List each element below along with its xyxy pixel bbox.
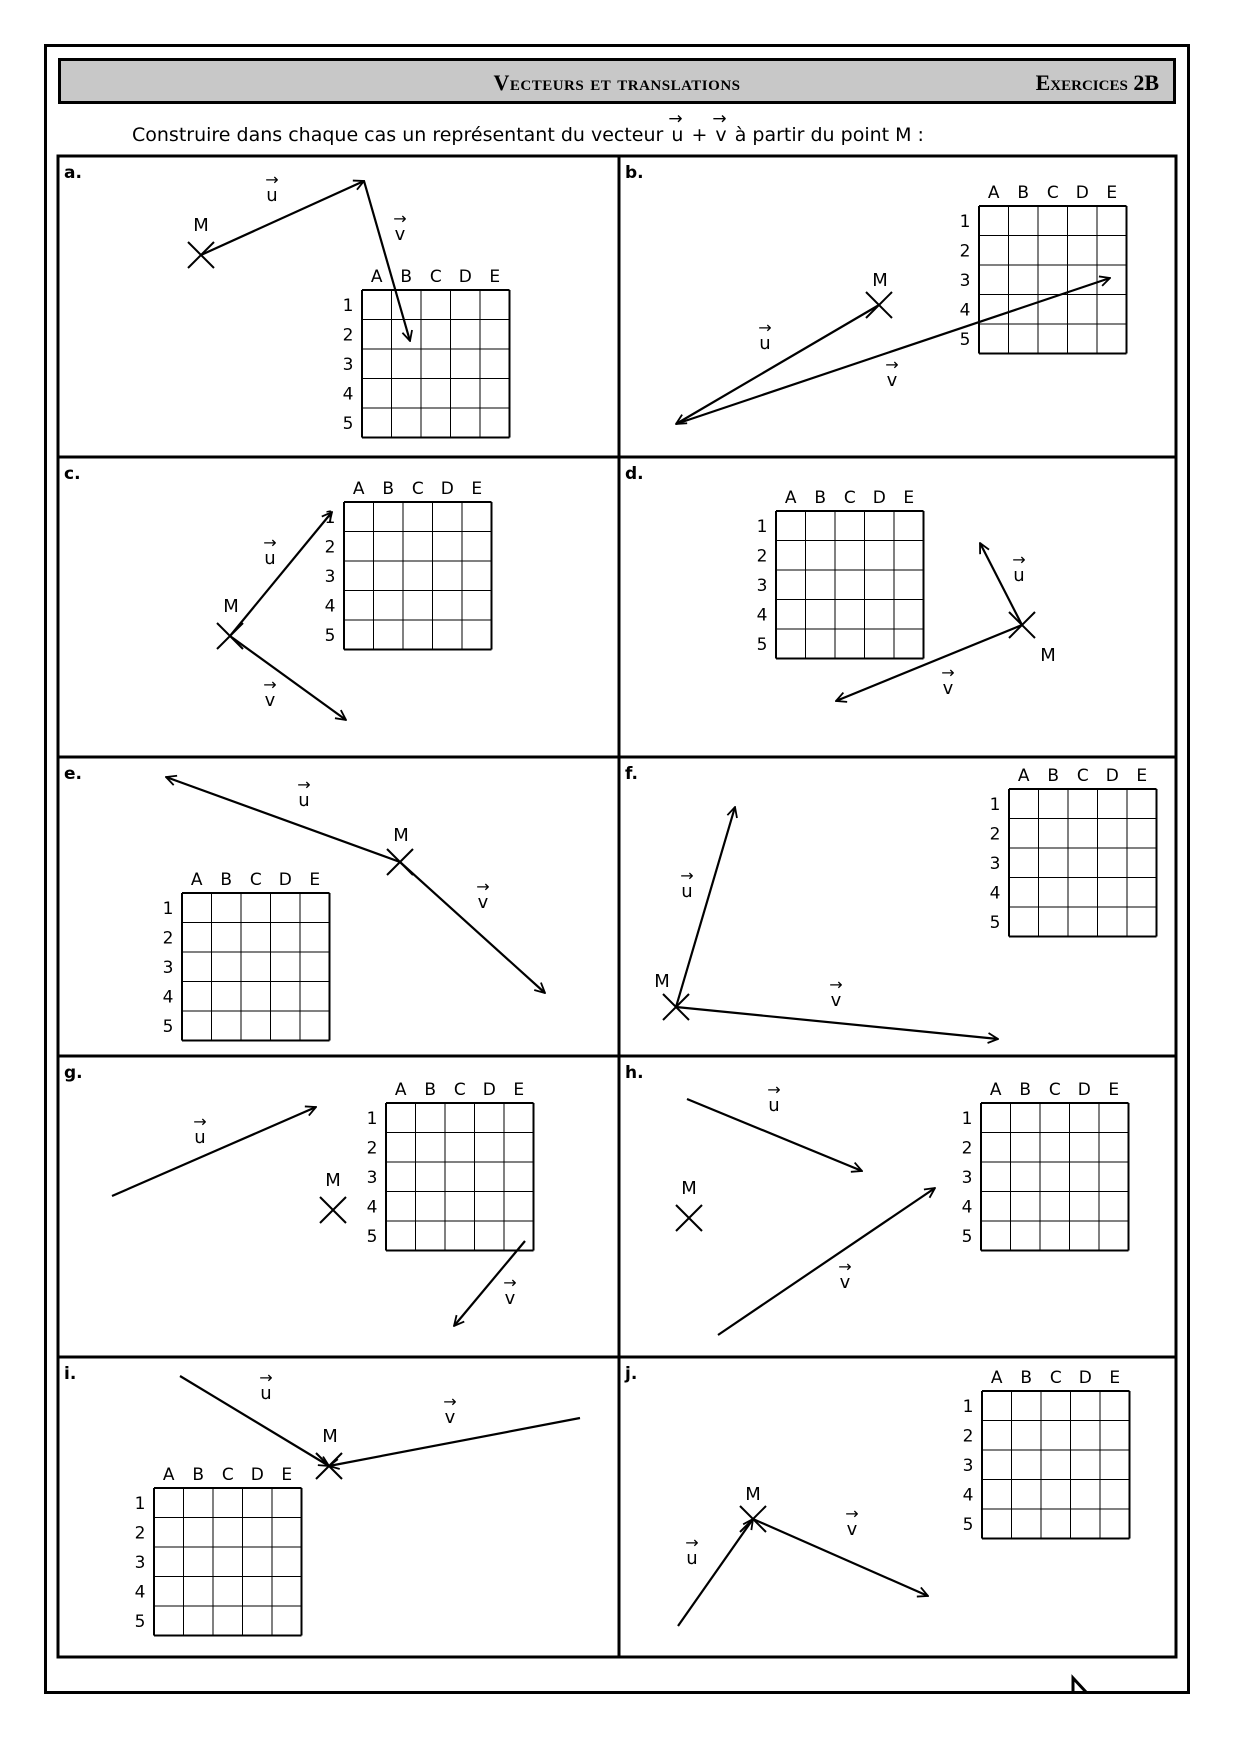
corner-notch — [1073, 1678, 1086, 1694]
grid-row-label: 5 — [959, 329, 971, 350]
grid-column-label: D — [872, 488, 886, 508]
vector-arrow-sign: → — [1012, 550, 1026, 569]
grid-column-label: A — [987, 183, 1000, 203]
grid-row-label: 3 — [756, 575, 768, 596]
vector-arrow-sign: → — [193, 1112, 207, 1131]
exercise-panel — [58, 757, 619, 1056]
grid-column-label: D — [1077, 1080, 1091, 1100]
vector-v-label: v — [394, 224, 406, 245]
grid-row-label: 5 — [962, 1514, 974, 1535]
vector-u-arrow — [201, 181, 364, 255]
exercise-label: b. — [625, 163, 644, 183]
grid-row-label: 2 — [959, 241, 971, 262]
grid-row-label: 4 — [134, 1582, 146, 1603]
grid-row-label: 4 — [989, 883, 1001, 904]
vector-v-arrow — [400, 862, 545, 993]
point-m-label: M — [322, 1426, 338, 1447]
grid-row-label: 4 — [324, 596, 336, 617]
grid-column-label: A — [394, 1080, 407, 1100]
vector-v-arrow — [836, 625, 1022, 701]
grid-column-label: D — [1078, 1368, 1092, 1388]
vector-arrow-sign: → — [476, 877, 490, 896]
grid-column-label: C — [1048, 1080, 1061, 1100]
vector-arrow-sign: → — [758, 318, 772, 337]
grid-column-label: C — [453, 1080, 466, 1100]
vector-arrow-sign: → — [297, 775, 311, 794]
grid-row-label: 3 — [989, 853, 1001, 874]
grid-row-label: 1 — [324, 507, 336, 528]
exercise-label: j. — [625, 1364, 638, 1384]
vector-u-arrow — [112, 1107, 316, 1196]
vector-u-arrow — [230, 512, 332, 636]
grid-row-label: 5 — [162, 1016, 174, 1037]
point-m-label: M — [872, 270, 888, 291]
grid-column-label: E — [281, 1465, 293, 1485]
exercise-reference: Exercices 2B — [1035, 70, 1159, 95]
vector-u-arrow — [180, 1376, 329, 1466]
grid-row-label: 1 — [366, 1108, 378, 1129]
grid-column-label: E — [471, 479, 483, 499]
point-m-label: M — [325, 1170, 341, 1191]
vector-u-label: u — [768, 1095, 780, 1116]
grid-row-label: 1 — [961, 1108, 973, 1129]
grid-row-label: 1 — [162, 898, 174, 919]
grid-row-label: 2 — [961, 1138, 973, 1159]
grid-column-label: B — [1020, 1368, 1033, 1388]
point-m-label: M — [1040, 645, 1056, 666]
vector-u-arrow — [676, 807, 735, 1007]
vector-v-label: v — [830, 990, 842, 1011]
vector-u-label: u — [194, 1127, 206, 1148]
vector-v-arrow — [230, 636, 346, 720]
grid-column-label: E — [1136, 766, 1148, 786]
vector-arrow-sign: → — [941, 663, 955, 682]
vector-v-label: v — [942, 678, 954, 699]
grid-row-label: 3 — [342, 354, 354, 375]
vector-v-arrow — [676, 1007, 998, 1039]
grid-row-label: 2 — [162, 928, 174, 949]
exercise-panel — [619, 457, 1176, 757]
instruction-vector-u: → u — [669, 124, 685, 146]
grid-column-label: E — [1108, 1080, 1120, 1100]
point-m-label: M — [745, 1484, 761, 1505]
grid-column-label: A — [352, 479, 365, 499]
grid-row-label: 1 — [962, 1396, 974, 1417]
grid-column-label: D — [1075, 183, 1089, 203]
point-m-label: M — [654, 971, 670, 992]
grid-column-label: D — [482, 1080, 496, 1100]
exercise-label: d. — [625, 464, 644, 484]
exercise-panel — [58, 457, 619, 757]
grid-column-label: B — [220, 870, 233, 890]
vector-u-label: u — [759, 333, 771, 354]
exercise-label: a. — [64, 163, 82, 183]
grid-column-label: B — [1017, 183, 1030, 203]
grid-row-label: 2 — [962, 1426, 974, 1447]
grid-row-label: 5 — [366, 1226, 378, 1247]
grid-row-label: 5 — [324, 625, 336, 646]
grid-column-label: E — [1106, 183, 1118, 203]
grid-row-label: 2 — [134, 1523, 146, 1544]
grid-column-label: E — [309, 870, 321, 890]
vector-u-arrow — [166, 777, 400, 862]
grid-column-label: A — [162, 1465, 175, 1485]
instruction-before: Construire dans chaque cas un représentant du vecteur — [132, 124, 670, 146]
grid-column-label: A — [1017, 766, 1030, 786]
vector-u-label: u — [266, 185, 278, 206]
vector-arrow-sign: → — [263, 675, 277, 694]
grid-row-label: 5 — [134, 1611, 146, 1632]
vector-v-label: v — [444, 1407, 456, 1428]
grid-row-label: 5 — [989, 912, 1001, 933]
grid-column-label: C — [1049, 1368, 1062, 1388]
vector-v-label: v — [839, 1272, 851, 1293]
grid-row-label: 3 — [366, 1167, 378, 1188]
vector-u-arrow — [676, 305, 879, 424]
vector-arrow-sign: → — [829, 975, 843, 994]
vector-v-arrow — [718, 1188, 935, 1335]
vector-u-label: u — [298, 790, 310, 811]
grid-row-label: 1 — [134, 1493, 146, 1514]
grid-column-label: B — [400, 267, 413, 287]
grid-row-label: 2 — [366, 1138, 378, 1159]
grid-row-label: 4 — [162, 987, 174, 1008]
vector-u-label: u — [260, 1383, 272, 1404]
grid-column-label: C — [429, 267, 442, 287]
grid-row-label: 4 — [962, 1485, 974, 1506]
grid-row-label: 3 — [962, 1455, 974, 1476]
exercise-panel — [619, 156, 1176, 457]
grid-row-label: 5 — [342, 413, 354, 434]
grid-column-label: E — [513, 1080, 525, 1100]
grid-column-label: E — [1109, 1368, 1121, 1388]
grid-row-label: 4 — [959, 300, 971, 321]
grid-column-label: D — [1105, 766, 1119, 786]
grid-row-label: 1 — [342, 295, 354, 316]
grid-column-label: C — [249, 870, 262, 890]
grid-row-label: 3 — [162, 957, 174, 978]
grid-row-label: 2 — [342, 325, 354, 346]
point-m-label: M — [193, 215, 209, 236]
vector-arrow-sign: → — [503, 1273, 517, 1292]
exercise-panel — [619, 1357, 1176, 1657]
vector-v-label: v — [886, 370, 898, 391]
grid-row-label: 1 — [756, 516, 768, 537]
grid-column-label: A — [784, 488, 797, 508]
grid-row-label: 3 — [324, 566, 336, 587]
exercise-label: h. — [625, 1063, 644, 1083]
vector-v-arrow — [676, 278, 1110, 424]
grid-column-label: A — [989, 1080, 1002, 1100]
instruction-vector-v: → v — [713, 124, 728, 146]
exercise-label: f. — [625, 764, 638, 784]
vector-v-arrow — [753, 1519, 928, 1596]
grid-column-label: C — [221, 1465, 234, 1485]
grid-column-label: B — [192, 1465, 205, 1485]
grid-column-label: A — [190, 870, 203, 890]
vector-u-label: u — [1013, 565, 1025, 586]
vector-arrow-sign: → — [845, 1504, 859, 1523]
vector-u-label: u — [264, 548, 276, 569]
grid-row-label: 1 — [989, 794, 1001, 815]
vector-v-arrow — [364, 181, 413, 341]
page-title: Vecteurs et translations — [493, 70, 741, 95]
grid-column-label: D — [250, 1465, 264, 1485]
vector-u-label: u — [681, 881, 693, 902]
vector-arrow-sign: → — [443, 1392, 457, 1411]
grid-column-label: C — [411, 479, 424, 499]
grid-column-label: D — [278, 870, 292, 890]
vector-arrow-sign: → — [265, 170, 279, 189]
exercise-panel — [58, 1056, 619, 1357]
vector-arrow-sign: → — [263, 533, 277, 552]
exercise-label: e. — [64, 764, 82, 784]
grid-row-label: 2 — [756, 546, 768, 567]
grid-column-label: B — [424, 1080, 437, 1100]
grid-row-label: 3 — [959, 270, 971, 291]
grid-column-label: D — [458, 267, 472, 287]
grid-row-label: 5 — [961, 1226, 973, 1247]
vector-arrow-sign: → — [885, 355, 899, 374]
point-m-label: M — [393, 825, 409, 846]
grid-column-label: E — [903, 488, 915, 508]
grid-row-label: 5 — [756, 634, 768, 655]
grid-column-label: C — [1046, 183, 1059, 203]
exercise-label: g. — [64, 1063, 83, 1083]
grid-row-label: 3 — [134, 1552, 146, 1573]
vector-arrow-sign: → — [685, 1533, 699, 1552]
vector-arrow-sign: → — [838, 1257, 852, 1276]
grid-row-label: 4 — [366, 1197, 378, 1218]
grid-column-label: D — [440, 479, 454, 499]
vector-v-label: v — [504, 1288, 516, 1309]
vector-v-label: v — [846, 1519, 858, 1540]
grid-row-label: 3 — [961, 1167, 973, 1188]
grid-column-label: C — [1076, 766, 1089, 786]
vector-arrow-sign: → — [767, 1080, 781, 1099]
grid-column-label: E — [489, 267, 501, 287]
vector-v-label: v — [264, 690, 276, 711]
vector-arrow-sign: → — [680, 866, 694, 885]
grid-column-label: A — [370, 267, 383, 287]
grid-row-label: 2 — [989, 824, 1001, 845]
exercise-label: i. — [64, 1364, 77, 1384]
grid-row-label: 4 — [756, 605, 768, 626]
vector-arrow-sign: → — [393, 209, 407, 228]
vector-arrow-sign: → — [259, 1368, 273, 1387]
grid-row-label: 4 — [342, 384, 354, 405]
vector-u-label: u — [686, 1548, 698, 1569]
point-m-label: M — [223, 596, 239, 617]
vector-v-label: v — [477, 892, 489, 913]
grid-column-label: B — [1019, 1080, 1032, 1100]
instruction-plus: + — [685, 124, 714, 146]
exercise-panel — [619, 1056, 1176, 1357]
grid-row-label: 4 — [961, 1197, 973, 1218]
grid-row-label: 2 — [324, 537, 336, 558]
point-m-label: M — [681, 1178, 697, 1199]
grid-column-label: B — [1047, 766, 1060, 786]
instruction-after: à partir du point M : — [728, 124, 924, 146]
grid-column-label: B — [382, 479, 395, 499]
grid-column-label: A — [990, 1368, 1003, 1388]
grid-row-label: 1 — [959, 211, 971, 232]
exercise-panel — [58, 156, 619, 457]
exercise-label: c. — [64, 464, 81, 484]
grid-column-label: C — [843, 488, 856, 508]
grid-column-label: B — [814, 488, 827, 508]
